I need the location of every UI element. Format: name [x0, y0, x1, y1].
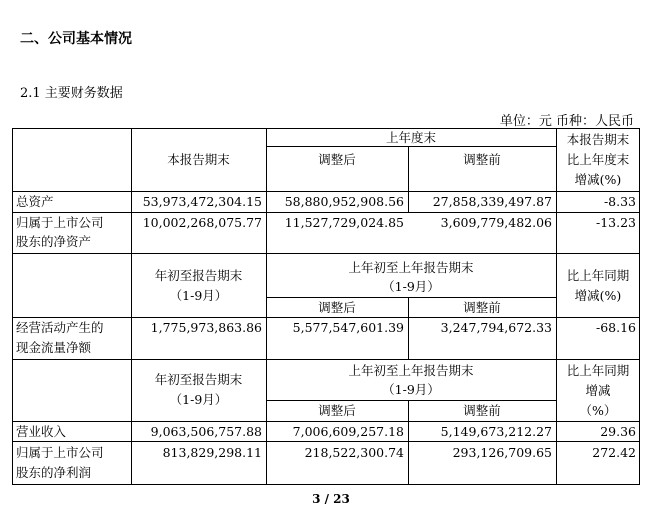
unit-currency-note: 单位：元 币种：人民币: [499, 114, 634, 129]
header3-change-line1: 比上年同期: [566, 363, 630, 378]
total-assets-before: 27,858,339,497.87: [432, 194, 552, 209]
row-label-net-assets-line2: 股东的净资产: [16, 234, 92, 249]
net-profit-adjusted: 218,522,300.74: [304, 445, 404, 460]
header2-before: 调整前: [463, 300, 501, 315]
header3-prev-ytd-line2: （1-9月）: [382, 382, 440, 397]
header2-ytd-line2: （1-9月）: [169, 288, 228, 303]
row-label-net-profit-line1: 归属于上市公司: [16, 445, 104, 460]
cash-flow-adjusted: 5,577,547,601.39: [292, 320, 404, 335]
row-label-cash-flow-line1: 经营活动产生的: [16, 320, 104, 335]
header3-change-line3: （%）: [579, 403, 617, 418]
net-assets-change: -13.23: [595, 215, 636, 230]
header3-prev-ytd-line1: 上年初至上年报告期末: [348, 363, 474, 378]
header3-before: 调整前: [463, 403, 501, 418]
header2-change-line1: 比上年同期: [566, 268, 630, 283]
header-prev-year-end: 上年度末: [385, 130, 436, 145]
total-assets-current: 53,973,472,304.15: [142, 194, 262, 209]
header2-change-line2: 增减(%): [574, 288, 622, 303]
header-adjusted: 调整后: [318, 152, 356, 167]
revenue-current: 9,063,506,757.88: [150, 424, 262, 439]
subsection-title: 2.1 主要财务数据: [20, 86, 123, 101]
header2-ytd-line1: 年初至报告期末: [154, 268, 243, 283]
row-label-revenue: 营业收入: [16, 424, 67, 439]
net-profit-before: 293,126,709.65: [452, 445, 552, 460]
header-change-line1: 本报告期末: [566, 132, 630, 147]
section-title: 二、公司基本情况: [20, 31, 132, 47]
net-profit-current: 813,829,298.11: [162, 445, 262, 460]
revenue-before: 5,149,673,212.27: [440, 424, 552, 439]
revenue-change: 29.36: [600, 424, 636, 439]
header3-ytd-line2: （1-9月）: [169, 392, 228, 407]
row-label-cash-flow-line2: 现金流量净额: [16, 340, 92, 355]
revenue-adjusted: 7,006,609,257.18: [292, 424, 404, 439]
header-change-line2: 比上年度末: [566, 152, 630, 167]
header3-adjusted: 调整后: [318, 403, 356, 418]
net-assets-adjusted: 11,527,729,024.85: [284, 215, 404, 230]
cash-flow-current: 1,775,973,863.86: [150, 320, 262, 335]
header3-ytd-line1: 年初至报告期末: [154, 372, 243, 387]
header2-prev-ytd-line1: 上年初至上年报告期末: [348, 260, 474, 275]
row-label-total-assets: 总资产: [16, 194, 54, 209]
net-assets-before: 3,609,779,482.06: [440, 215, 552, 230]
cash-flow-before: 3,247,794,672.33: [440, 320, 552, 335]
total-assets-change: -8.33: [603, 194, 636, 209]
header-change-line3: 增减(%): [574, 172, 622, 187]
net-profit-change: 272.42: [592, 445, 636, 460]
row-label-net-assets-line1: 归属于上市公司: [16, 215, 104, 230]
row-label-net-profit-line2: 股东的净利润: [16, 465, 92, 480]
page-number: 3 / 23: [312, 492, 350, 506]
total-assets-adjusted: 58,880,952,908.56: [284, 194, 404, 209]
header2-prev-ytd-line2: （1-9月）: [382, 279, 440, 294]
header-before-adjustment: 调整前: [463, 152, 501, 167]
net-assets-current: 10,002,268,075.77: [142, 215, 262, 230]
header2-adjusted: 调整后: [318, 300, 356, 315]
header-report-period-end: 本报告期末: [167, 152, 230, 167]
cash-flow-change: -68.16: [595, 320, 636, 335]
header3-change-line2: 增减: [585, 383, 611, 398]
